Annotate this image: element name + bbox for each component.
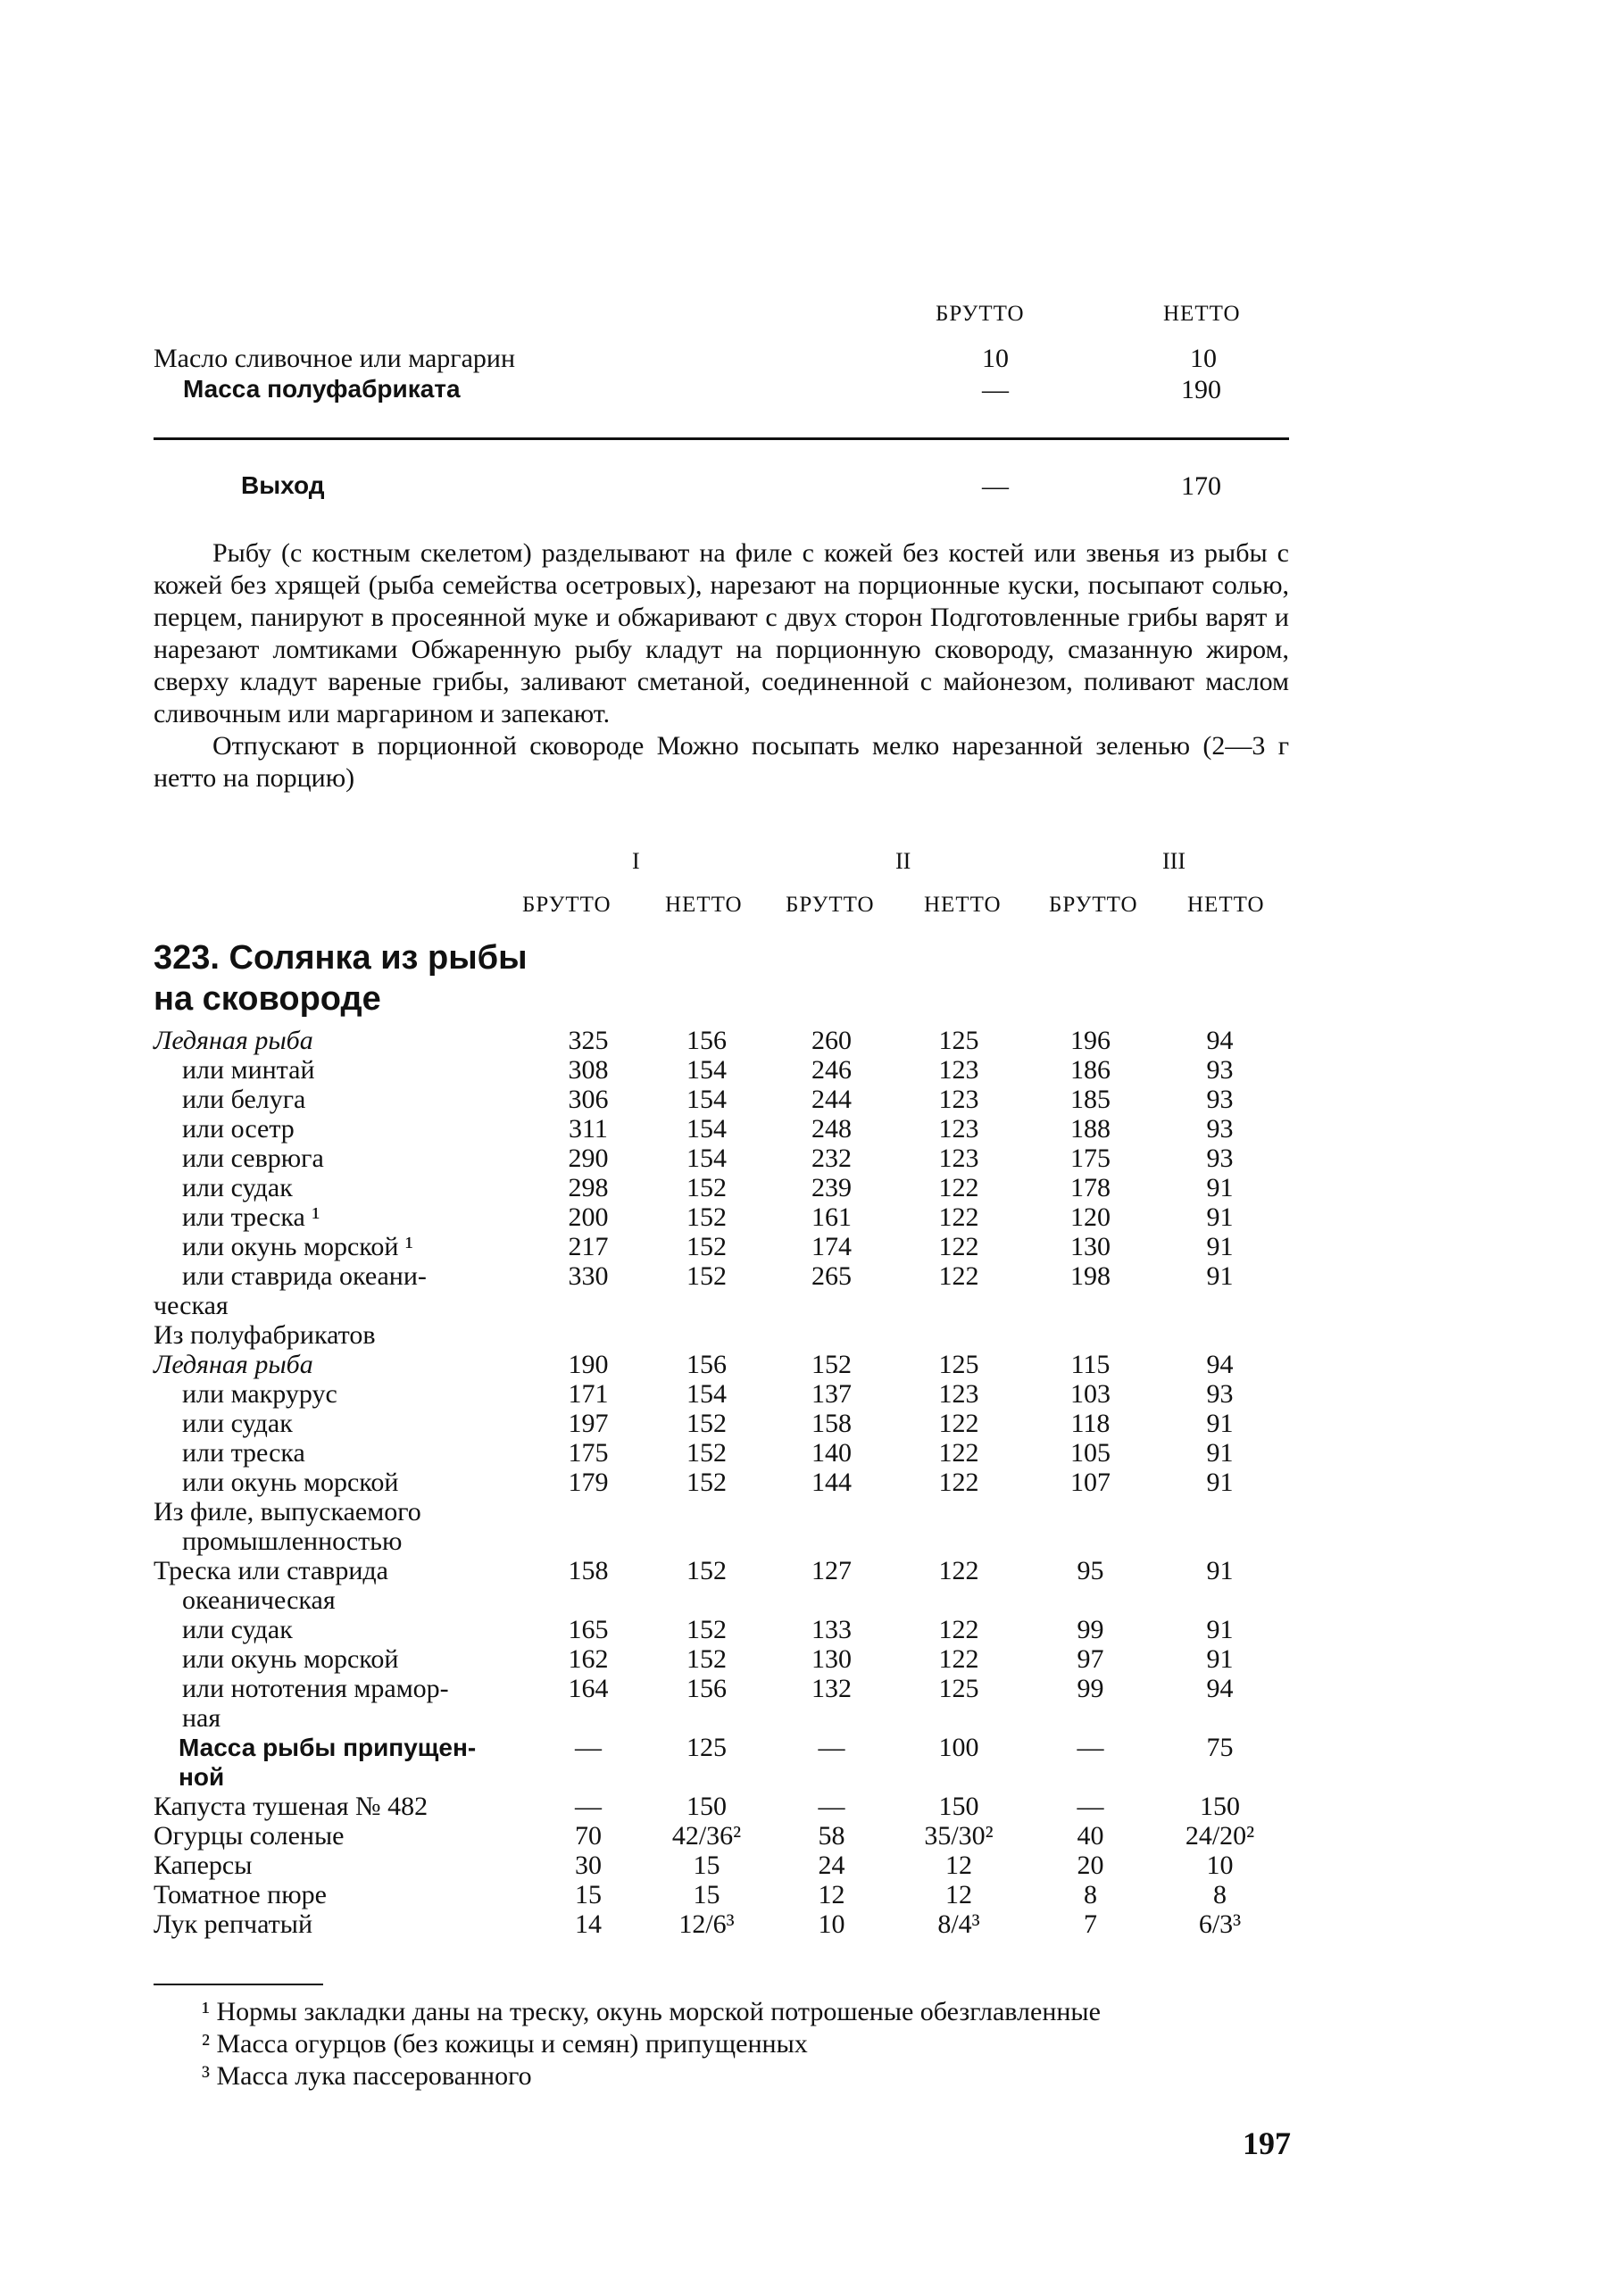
quantity-cell: 158	[568, 1556, 609, 1585]
quantity-cell: 99	[1077, 1674, 1104, 1703]
table-row	[154, 1761, 1294, 1791]
quantity-cell	[544, 1585, 633, 1614]
quantity-cell: 91	[1206, 1615, 1234, 1644]
quantity-cell: 125	[938, 1674, 979, 1703]
table-row	[154, 1202, 1294, 1231]
quantity-cell: 156	[686, 1350, 727, 1379]
quantity-cell: —	[1077, 1792, 1104, 1821]
table-row	[154, 1025, 1294, 1054]
ingredient-name: Ледяная рыба	[154, 1026, 313, 1055]
table-row	[154, 1260, 1294, 1290]
quantity-cell: 107	[1070, 1468, 1111, 1497]
quantity-cell: 8/4³	[937, 1909, 980, 1939]
output-brutto: —	[982, 471, 1009, 501]
top-row-brutto: —	[982, 375, 1009, 404]
quantity-cell: 14	[575, 1909, 602, 1939]
quantity-cell: 152	[686, 1644, 727, 1674]
quantity-cell: 93	[1206, 1114, 1234, 1144]
quantity-cell: 290	[568, 1144, 609, 1173]
quantity-cell: 198	[1070, 1261, 1111, 1291]
ingredient-name: Из полуфабрикатов	[154, 1320, 376, 1350]
quantity-cell: 122	[938, 1232, 979, 1261]
quantity-cell	[1035, 1585, 1146, 1614]
quantity-cell: 188	[1070, 1114, 1111, 1144]
table-row	[154, 1732, 1294, 1761]
table-row	[154, 1437, 1294, 1467]
table-row	[154, 1879, 1294, 1909]
quantity-cell	[633, 1496, 780, 1526]
ingredient-name: Огурцы соленые	[154, 1821, 345, 1851]
group-header-1: I	[632, 848, 640, 874]
quantity-cell: —	[575, 1733, 602, 1762]
footnotes	[154, 1996, 1289, 2092]
quantity-cell: 122	[938, 1644, 979, 1674]
table-row	[154, 1643, 1294, 1673]
quantity-cell: 171	[568, 1379, 609, 1409]
quantity-cell: 196	[1070, 1026, 1111, 1055]
quantity-cell: 91	[1206, 1644, 1234, 1674]
table-row	[154, 1850, 1294, 1879]
ingredient-name: ной	[179, 1763, 225, 1791]
ingredient-name: или севрюга	[182, 1144, 324, 1173]
quantity-cell	[883, 1496, 1035, 1526]
quantity-cell: 311	[569, 1114, 608, 1144]
quantity-cell: 133	[811, 1615, 852, 1644]
quantity-cell	[1035, 1319, 1146, 1349]
quantity-cell: 125	[686, 1733, 727, 1762]
quantity-cell: 127	[811, 1556, 852, 1585]
quantity-cell: 8	[1213, 1880, 1227, 1909]
table-row	[154, 1349, 1294, 1378]
quantity-cell: 8	[1084, 1880, 1097, 1909]
table-row	[154, 1702, 1294, 1732]
quantity-cell: —	[575, 1792, 602, 1821]
table-row	[154, 1614, 1294, 1643]
quantity-cell	[544, 1702, 633, 1732]
quantity-cell: 93	[1206, 1085, 1234, 1114]
quantity-cell: 174	[811, 1232, 852, 1261]
quantity-cell	[780, 1496, 883, 1526]
table-row	[154, 1820, 1294, 1850]
quantity-cell: 93	[1206, 1379, 1234, 1409]
quantity-cell: 75	[1206, 1733, 1234, 1762]
quantity-cell: 100	[938, 1733, 979, 1762]
quantity-cell: 120	[1070, 1202, 1111, 1232]
quantity-cell: 154	[686, 1114, 727, 1144]
quantity-cell: 99	[1077, 1615, 1104, 1644]
serving-paragraph: Отпускают в порционной сковороде Можно посыпать мелко нарезанной зеленью (2—3 г нетто на порцию)	[154, 731, 1289, 793]
quantity-cell: 152	[686, 1468, 727, 1497]
quantity-cell: —	[1077, 1733, 1104, 1762]
quantity-cell: 190	[568, 1350, 609, 1379]
quantity-cell	[780, 1526, 883, 1555]
quantity-cell: 91	[1206, 1468, 1234, 1497]
ingredient-name: или треска	[182, 1438, 305, 1468]
quantity-cell: 123	[938, 1144, 979, 1173]
quantity-cell	[544, 1761, 633, 1791]
quantity-cell: 12	[945, 1880, 972, 1909]
ingredient-name: или минтай	[182, 1055, 315, 1085]
top-row-netto: 10	[1190, 344, 1217, 373]
table-row	[154, 1673, 1294, 1702]
quantity-cell: 154	[686, 1144, 727, 1173]
quantity-cell	[544, 1290, 633, 1319]
quantity-cell: 175	[568, 1438, 609, 1468]
quantity-cell: 130	[1070, 1232, 1111, 1261]
quantity-cell: 105	[1070, 1438, 1111, 1468]
output-label: Выход	[241, 471, 325, 499]
quantity-cell: 115	[1070, 1350, 1111, 1379]
quantity-cell	[544, 1319, 633, 1349]
ingredient-name: Каперсы	[154, 1851, 253, 1880]
top-header-brutto: БРУТТО	[936, 302, 1025, 326]
table-row	[154, 1909, 1294, 1938]
quantity-cell: 15	[693, 1880, 720, 1909]
ingredient-name: Капуста тушеная № 482	[154, 1792, 428, 1821]
ingredient-name: или белуга	[182, 1085, 306, 1114]
output-netto: 170	[1181, 471, 1221, 501]
quantity-cell: 95	[1077, 1556, 1104, 1585]
col-header: БРУТТО	[522, 893, 611, 917]
quantity-cell: 217	[568, 1232, 609, 1261]
quantity-cell: 15	[693, 1851, 720, 1880]
quantity-cell: 175	[1070, 1144, 1111, 1173]
quantity-cell	[1035, 1496, 1146, 1526]
quantity-cell	[1035, 1290, 1146, 1319]
quantity-cell: 123	[938, 1379, 979, 1409]
quantity-cell: 24/20²	[1185, 1821, 1255, 1851]
quantity-cell: 132	[811, 1674, 852, 1703]
quantity-cell: 122	[938, 1261, 979, 1291]
quantity-cell: 150	[686, 1792, 727, 1821]
quantity-cell: 330	[568, 1261, 609, 1291]
quantity-cell: 122	[938, 1556, 979, 1585]
quantity-cell	[780, 1290, 883, 1319]
quantity-cell: 152	[686, 1409, 727, 1438]
quantity-cell: 186	[1070, 1055, 1111, 1085]
quantity-cell: 123	[938, 1114, 979, 1144]
quantity-cell	[883, 1526, 1035, 1555]
quantity-cell	[1146, 1496, 1294, 1526]
quantity-cell: —	[818, 1792, 845, 1821]
footnote: ¹ Нормы закладки даны на треску, окунь морской потрошеные обезглавленные	[202, 1997, 1101, 2026]
quantity-cell: 152	[686, 1202, 727, 1232]
quantity-cell: 152	[686, 1438, 727, 1468]
quantity-cell: 152	[686, 1556, 727, 1585]
quantity-cell: 123	[938, 1055, 979, 1085]
col-header: БРУТТО	[786, 893, 875, 917]
ingredient-name: или макрурус	[182, 1379, 337, 1409]
quantity-cell: 152	[811, 1350, 852, 1379]
footnote: ² Масса огурцов (без кожицы и семян) припущенных	[202, 2029, 808, 2059]
quantity-cell: 152	[686, 1232, 727, 1261]
table-row	[154, 1496, 1294, 1526]
quantity-cell: 122	[938, 1173, 979, 1202]
quantity-cell: 140	[811, 1438, 852, 1468]
quantity-cell: 91	[1206, 1173, 1234, 1202]
ingredient-name: океаническая	[182, 1585, 336, 1615]
ingredient-name: или судак	[182, 1615, 293, 1644]
quantity-cell	[1146, 1526, 1294, 1555]
quantity-cell: 93	[1206, 1055, 1234, 1085]
recipe-title: 323. Солянка из рыбы на сковороде	[154, 939, 528, 1018]
quantity-cell: 152	[686, 1173, 727, 1202]
ingredient-name: или судак	[182, 1409, 293, 1438]
quantity-cell	[633, 1761, 780, 1791]
quantity-cell: 42/36²	[671, 1821, 742, 1851]
quantity-cell	[633, 1526, 780, 1555]
quantity-cell	[1146, 1761, 1294, 1791]
quantity-cell: 94	[1206, 1674, 1234, 1703]
quantity-cell: 40	[1077, 1821, 1104, 1851]
quantity-cell: 152	[686, 1615, 727, 1644]
quantity-cell: 94	[1206, 1026, 1234, 1055]
quantity-cell: 10	[1206, 1851, 1234, 1880]
ingredient-name: Ледяная рыба	[154, 1350, 313, 1379]
ingredient-name: Треска или ставрида	[154, 1556, 388, 1585]
quantity-cell	[633, 1290, 780, 1319]
quantity-cell: 154	[686, 1379, 727, 1409]
ingredient-name: или окунь морской ¹	[182, 1232, 413, 1261]
quantity-cell: 91	[1206, 1556, 1234, 1585]
method-text	[154, 537, 1289, 794]
table-row	[154, 1054, 1294, 1084]
quantity-cell: 154	[686, 1085, 727, 1114]
quantity-cell: 6/3³	[1198, 1909, 1242, 1939]
table-row	[154, 1319, 1294, 1349]
quantity-cell: 179	[568, 1468, 609, 1497]
table-row	[154, 1555, 1294, 1585]
quantity-cell: 30	[575, 1851, 602, 1880]
table-row	[154, 1231, 1294, 1260]
quantity-cell: 165	[568, 1615, 609, 1644]
quantity-cell: 91	[1206, 1261, 1234, 1291]
table-row	[154, 1526, 1294, 1555]
quantity-cell	[883, 1290, 1035, 1319]
footnote: ³ Масса лука пассерованного	[202, 2061, 532, 2091]
top-row-netto: 190	[1181, 375, 1221, 404]
ingredient-name: промышленностью	[182, 1527, 403, 1556]
quantity-cell	[1146, 1290, 1294, 1319]
table-row	[154, 1113, 1294, 1143]
ingredient-name: или треска ¹	[182, 1202, 320, 1232]
top-row-name: Масса полуфабриката	[183, 375, 461, 403]
quantity-cell	[633, 1702, 780, 1732]
ingredient-name: ческая	[154, 1291, 229, 1320]
quantity-cell: 232	[811, 1144, 852, 1173]
quantity-cell: 122	[938, 1615, 979, 1644]
ingredient-name: или окунь морской	[182, 1644, 399, 1674]
quantity-cell: 154	[686, 1055, 727, 1085]
quantity-cell	[780, 1702, 883, 1732]
quantity-cell: 130	[811, 1644, 852, 1674]
page-number: 197	[1243, 2125, 1291, 2161]
quantity-cell: 20	[1077, 1851, 1104, 1880]
table-row	[154, 1585, 1294, 1614]
quantity-cell: 178	[1070, 1173, 1111, 1202]
top-row-name: Масло сливочное или маргарин	[154, 344, 516, 373]
table-row	[154, 1084, 1294, 1113]
table-row	[154, 1172, 1294, 1202]
ingredient-name: или ставрида океани-	[182, 1261, 427, 1291]
col-header: БРУТТО	[1049, 893, 1138, 917]
quantity-cell	[1035, 1702, 1146, 1732]
quantity-cell: 144	[811, 1468, 852, 1497]
top-row-brutto: 10	[982, 344, 1009, 373]
quantity-cell: 122	[938, 1468, 979, 1497]
quantity-cell: 24	[818, 1851, 845, 1880]
col-header: НЕТТО	[665, 893, 743, 917]
quantity-cell: 122	[938, 1409, 979, 1438]
quantity-cell: 325	[568, 1026, 609, 1055]
quantity-cell	[780, 1761, 883, 1791]
quantity-cell: 123	[938, 1085, 979, 1114]
quantity-cell: 156	[686, 1026, 727, 1055]
quantity-cell: 70	[575, 1821, 602, 1851]
quantity-cell: 150	[938, 1792, 979, 1821]
quantity-cell	[1146, 1702, 1294, 1732]
quantity-cell	[883, 1319, 1035, 1349]
quantity-cell: 12	[818, 1880, 845, 1909]
quantity-cell: 125	[938, 1026, 979, 1055]
quantity-cell: 200	[568, 1202, 609, 1232]
quantity-cell: 97	[1077, 1644, 1104, 1674]
quantity-cell	[780, 1585, 883, 1614]
ingredient-name: Лук репчатый	[154, 1909, 312, 1939]
ingredient-name: или окунь морской	[182, 1468, 399, 1497]
quantity-cell	[544, 1526, 633, 1555]
footnote-divider	[154, 1984, 323, 1985]
quantity-cell: 35/30²	[924, 1821, 994, 1851]
quantity-cell: 91	[1206, 1232, 1234, 1261]
quantity-cell	[1035, 1761, 1146, 1791]
quantity-cell: 162	[568, 1644, 609, 1674]
quantity-cell: 152	[686, 1261, 727, 1291]
quantity-cell	[544, 1496, 633, 1526]
quantity-cell	[883, 1761, 1035, 1791]
quantity-cell: 150	[1200, 1792, 1240, 1821]
ingredient-name: Из филе, выпускаемого	[154, 1497, 421, 1527]
quantity-cell: 298	[568, 1173, 609, 1202]
ingredient-name: или судак	[182, 1173, 293, 1202]
quantity-cell: 244	[811, 1085, 852, 1114]
quantity-cell: 58	[818, 1821, 845, 1851]
quantity-cell: 12/6³	[678, 1909, 735, 1939]
quantity-cell: 91	[1206, 1202, 1234, 1232]
ingredient-name: Масса рыбы припущен-	[179, 1734, 477, 1761]
table-row	[154, 1290, 1294, 1319]
ingredient-name: Томатное пюре	[154, 1880, 327, 1909]
quantity-cell: 91	[1206, 1409, 1234, 1438]
group-header-2: II	[895, 848, 911, 874]
ingredient-name: ная	[182, 1703, 221, 1733]
quantity-cell: 91	[1206, 1438, 1234, 1468]
ingredient-name: или осетр	[182, 1114, 295, 1144]
quantity-cell: 93	[1206, 1144, 1234, 1173]
quantity-cell	[633, 1319, 780, 1349]
quantity-cell: 7	[1084, 1909, 1097, 1939]
ingredients-table	[154, 1025, 1294, 1938]
quantity-cell: 164	[568, 1674, 609, 1703]
quantity-cell	[633, 1585, 780, 1614]
quantity-cell: 185	[1070, 1085, 1111, 1114]
table-row	[154, 1378, 1294, 1408]
quantity-cell: 12	[945, 1851, 972, 1880]
quantity-cell: 161	[811, 1202, 852, 1232]
quantity-cell: 197	[568, 1409, 609, 1438]
table-row	[154, 1467, 1294, 1496]
quantity-cell: 94	[1206, 1350, 1234, 1379]
method-paragraph: Рыбу (с костным скелетом) разделывают на филе с кожей без костей или звенья из рыбы с кожей без хрящей (рыба семейства осетровых), нарезают на порционные куски, посыпают солью, перцем, панируют в просеянной муке и обжаривают с двух сторон Подготовленные грибы варят и нарезают ломтиками Обжаренную рыбу кладут на порционную сковороду, смазанную жиром, сверху кладут вареные грибы, заливают сметаной, соединенной с майонезом, поливают маслом сливочным или маргарином и запекают.	[154, 538, 1289, 728]
quantity-cell	[1146, 1319, 1294, 1349]
group-header-3: III	[1162, 848, 1186, 874]
top-header-netto: НЕТТО	[1163, 302, 1241, 326]
quantity-cell: 118	[1070, 1409, 1111, 1438]
quantity-cell: 15	[575, 1880, 602, 1909]
quantity-cell	[780, 1319, 883, 1349]
quantity-cell	[1146, 1585, 1294, 1614]
table-row	[154, 1791, 1294, 1820]
quantity-cell: 308	[568, 1055, 609, 1085]
quantity-cell: 122	[938, 1438, 979, 1468]
quantity-cell: 306	[568, 1085, 609, 1114]
quantity-cell: 103	[1070, 1379, 1111, 1409]
quantity-cell: 260	[811, 1026, 852, 1055]
quantity-cell: 125	[938, 1350, 979, 1379]
quantity-cell: 156	[686, 1674, 727, 1703]
col-header: НЕТТО	[1187, 893, 1265, 917]
quantity-cell	[883, 1585, 1035, 1614]
table-row	[154, 1143, 1294, 1172]
quantity-cell: 246	[811, 1055, 852, 1085]
quantity-cell: 137	[811, 1379, 852, 1409]
quantity-cell	[883, 1702, 1035, 1732]
quantity-cell: 239	[811, 1173, 852, 1202]
quantity-cell: 10	[818, 1909, 845, 1939]
quantity-cell	[1035, 1526, 1146, 1555]
table-row	[154, 1408, 1294, 1437]
quantity-cell: 122	[938, 1202, 979, 1232]
ingredient-name: или нототения мрамор-	[182, 1674, 449, 1703]
quantity-cell: 248	[811, 1114, 852, 1144]
quantity-cell: 158	[811, 1409, 852, 1438]
quantity-cell: —	[818, 1733, 845, 1762]
quantity-cell: 265	[811, 1261, 852, 1291]
col-header: НЕТТО	[924, 893, 1002, 917]
divider-line	[154, 437, 1289, 440]
